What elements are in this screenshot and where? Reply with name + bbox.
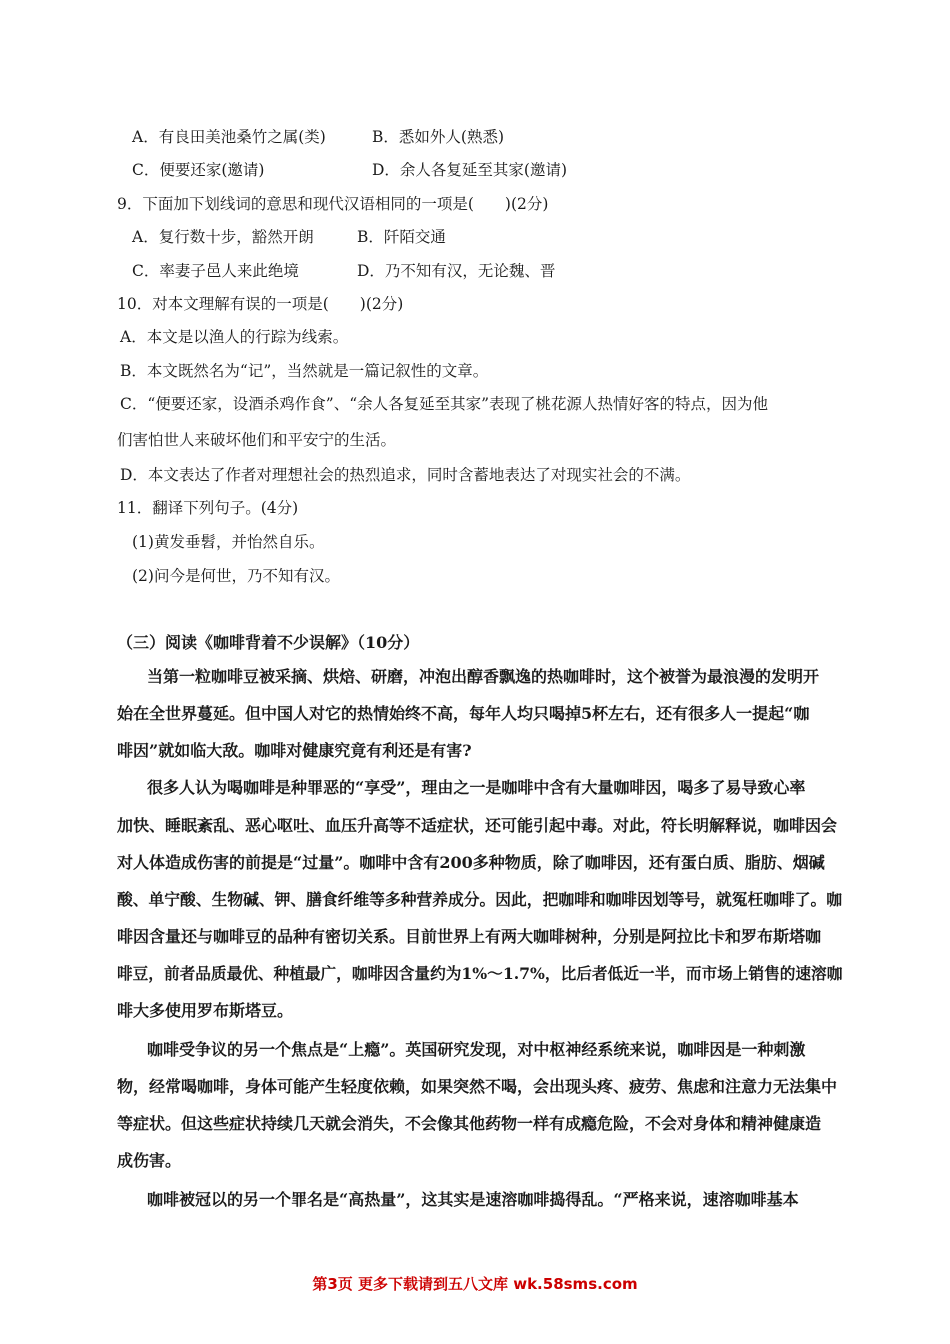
q9-option-b: B．阡陌交通 xyxy=(357,228,446,246)
reading-heading: （三）阅读《咖啡背着不少误解》（10分） xyxy=(117,633,420,652)
passage-line: 等症状。但这些症状持续几天就会消失，不会像其他药物一样有成瘾危险，不会对身体和精神健康造 xyxy=(117,1114,822,1133)
q8-option-c: C．便要还家(邀请) xyxy=(132,161,265,179)
q11-stem: 11．翻译下列句子。(4分) xyxy=(117,499,299,517)
q8-option-a: A．有良田美池桑竹之属(类) xyxy=(132,128,326,146)
passage-line: 啡大多使用罗布斯塔豆。 xyxy=(117,1001,294,1020)
passage-line: 加快、睡眠紊乱、恶心呕吐、血压升高等不适症状，还可能引起中毒。对此，符长明解释说，咖啡因会 xyxy=(117,816,838,835)
passage-line: 始在全世界蔓延。但中国人对它的热情始终不高，每年人均只喝掉5杯左右，还有很多人一提起“咖 xyxy=(117,704,810,723)
passage-line: 成伤害。 xyxy=(117,1151,182,1170)
q9-option-a: A．复行数十步，豁然开朗 xyxy=(132,228,314,246)
q9-option-d: D．乃不知有汉，无论魏、晋 xyxy=(357,262,556,280)
passage-line: 对人体造成伤害的前提是“过量”。咖啡中含有200多种物质，除了咖啡因，还有蛋白质、脂肪、烟碱 xyxy=(117,853,825,872)
q10-option-c-line2: 们害怕世人来破坏他们和平安宁的生活。 xyxy=(117,431,397,449)
q10-option-d: D．本文表达了作者对理想社会的热烈追求，同时含蓄地表达了对现实社会的不满。 xyxy=(120,466,691,484)
passage-line: 啡因”就如临大敌。咖啡对健康究竟有利还是有害? xyxy=(117,741,472,760)
q10-option-a: A．本文是以渔人的行踪为线索。 xyxy=(120,328,349,346)
passage-line: 酸、单宁酸、生物碱、钾、膳食纤维等多种营养成分。因此，把咖啡和咖啡因划等号，就冤枉咖啡了。咖 xyxy=(117,890,843,909)
passage-line: 啡豆，前者品质最优、种植最广，咖啡因含量约为1%～1.7%，比后者低近一半，而市场上销售的速溶咖 xyxy=(117,964,843,983)
q10-stem: 10．对本文理解有误的一项是( )(2分) xyxy=(117,295,404,313)
q9-stem: 9．下面加下划线词的意思和现代汉语相同的一项是( )(2分) xyxy=(117,195,549,213)
q9-option-c: C．率妻子邑人来此绝境 xyxy=(132,262,299,280)
passage-line: 很多人认为喝咖啡是种罪恶的“享受”，理由之一是咖啡中含有大量咖啡因，喝多了易导致心率 xyxy=(147,778,806,797)
passage-line: 啡因含量还与咖啡豆的品种有密切关系。目前世界上有两大咖啡树种，分别是阿拉比卡和罗布斯塔咖 xyxy=(117,927,822,946)
q8-option-b: B．悉如外人(熟悉) xyxy=(372,128,504,146)
q10-option-b: B．本文既然名为“记”，当然就是一篇记叙性的文章。 xyxy=(120,362,489,380)
q11-sentence-2: (2)问今是何世，乃不知有汉。 xyxy=(132,567,340,585)
passage-line: 咖啡受争议的另一个焦点是“上瘾”。英国研究发现，对中枢神经系统来说，咖啡因是一种刺激 xyxy=(147,1040,806,1059)
q11-sentence-1: (1)黄发垂髫，并怡然自乐。 xyxy=(132,533,325,551)
passage-line: 当第一粒咖啡豆被采摘、烘焙、研磨，冲泡出醇香飘逸的热咖啡时，这个被誉为最浪漫的发明开 xyxy=(147,667,820,686)
page-footer: 第3页 更多下载请到五八文库 wk.58sms.com xyxy=(312,1275,638,1293)
passage-line: 物，经常喝咖啡，身体可能产生轻度依赖，如果突然不喝，会出现头疼、疲劳、焦虑和注意力无法集中 xyxy=(117,1077,838,1096)
q10-option-c-line1: C．“便要还家，设酒杀鸡作食”、“余人各复延至其家”表现了桃花源人热情好客的特点，因为他 xyxy=(120,395,769,413)
passage-line: 咖啡被冠以的另一个罪名是“高热量”，这其实是速溶咖啡捣得乱。“严格来说，速溶咖啡基本 xyxy=(147,1190,799,1209)
q8-option-d: D．余人各复延至其家(邀请) xyxy=(372,161,568,179)
